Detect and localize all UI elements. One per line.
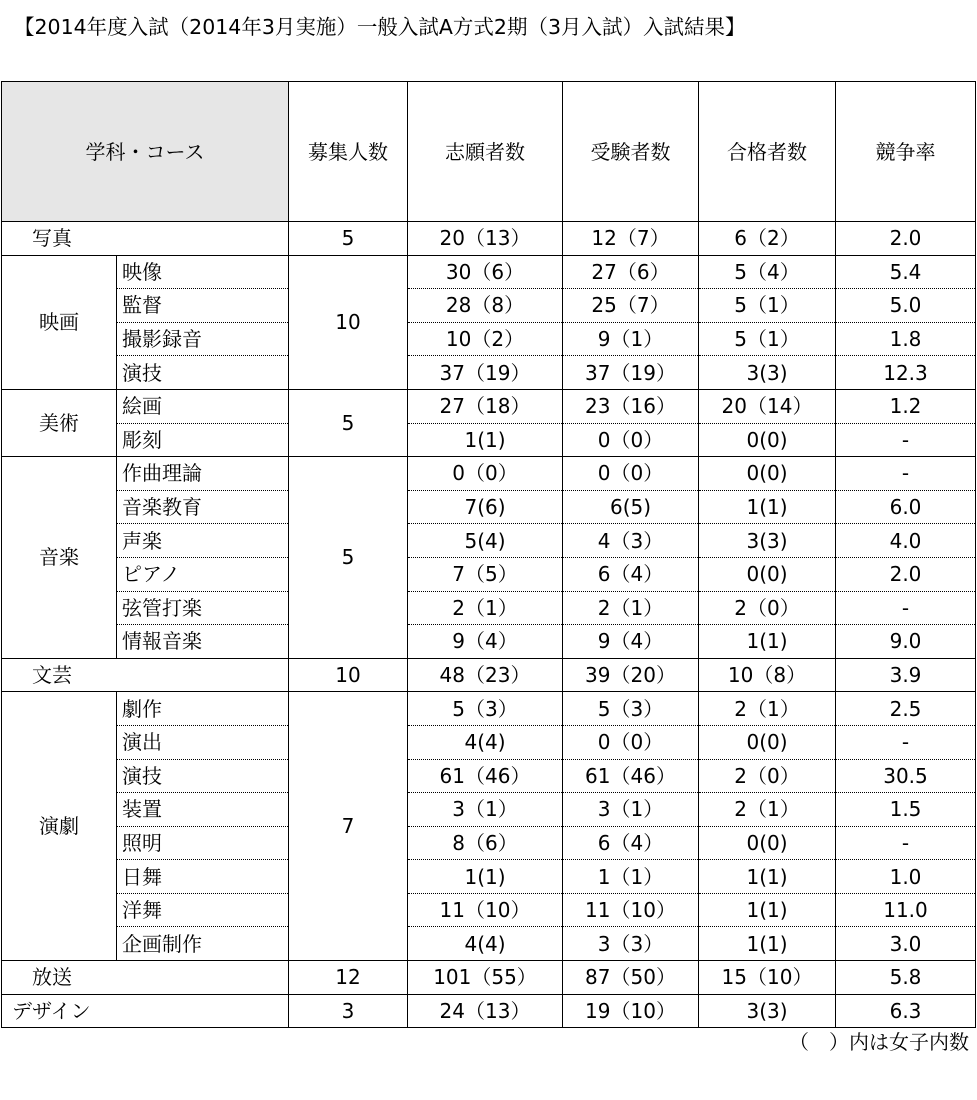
- table-row: [2, 591, 976, 625]
- header-examinees: 受験者数: [563, 82, 699, 222]
- course-cell: 演技: [117, 759, 289, 793]
- ratio-cell: 5.4: [836, 255, 976, 289]
- course-cell: 声楽: [117, 524, 289, 558]
- course-cell: 日舞: [117, 860, 289, 894]
- applicants-cell: 11（10）: [408, 893, 563, 927]
- passed-cell: 0(0): [699, 725, 836, 759]
- ratio-cell: -: [836, 457, 976, 491]
- passed-cell: 10（8）: [699, 658, 836, 692]
- ratio-cell: 4.0: [836, 524, 976, 558]
- ratio-cell: 30.5: [836, 759, 976, 793]
- dept-cell: 文芸: [2, 658, 289, 692]
- ratio-cell: 1.2: [836, 389, 976, 423]
- applicants-cell: 8（6）: [408, 826, 563, 860]
- examinees-cell: 2（1）: [563, 591, 699, 625]
- examinees-cell: 25（7）: [563, 289, 699, 323]
- table-row: [2, 860, 976, 894]
- ratio-cell: -: [836, 423, 976, 457]
- applicants-cell: 10（2）: [408, 322, 563, 356]
- examinees-cell: 6（4）: [563, 557, 699, 591]
- ratio-cell: 6.3: [836, 994, 976, 1028]
- applicants-cell: 1(1): [408, 860, 563, 894]
- applicants-cell: 28（8）: [408, 289, 563, 323]
- passed-cell: 0(0): [699, 457, 836, 491]
- applicants-cell: 3（1）: [408, 793, 563, 827]
- dept-cell: 写真: [2, 222, 289, 256]
- passed-cell: 2（0）: [699, 591, 836, 625]
- course-cell: 弦管打楽: [117, 591, 289, 625]
- table-row: [2, 692, 976, 726]
- examinees-cell: 23（16）: [563, 389, 699, 423]
- examinees-cell: 12（7）: [563, 222, 699, 256]
- ratio-cell: -: [836, 591, 976, 625]
- applicants-cell: 7(6): [408, 490, 563, 524]
- table-row: [2, 524, 976, 558]
- ratio-cell: 2.5: [836, 692, 976, 726]
- examinees-cell: 4（3）: [563, 524, 699, 558]
- examinees-cell: 37（19）: [563, 356, 699, 390]
- ratio-cell: 2.0: [836, 557, 976, 591]
- table-row: [2, 322, 976, 356]
- examinees-cell: 0（0）: [563, 725, 699, 759]
- applicants-cell: 1(1): [408, 423, 563, 457]
- ratio-cell: 2.0: [836, 222, 976, 256]
- examinees-cell: 3（1）: [563, 793, 699, 827]
- course-cell: 彫刻: [117, 423, 289, 457]
- ratio-cell: 3.0: [836, 927, 976, 961]
- table-row: [2, 457, 976, 491]
- passed-cell: 0(0): [699, 557, 836, 591]
- passed-cell: 1(1): [699, 893, 836, 927]
- header-ratio: 競争率: [836, 82, 976, 222]
- table-row: [2, 961, 976, 995]
- applicants-cell: 7（5）: [408, 557, 563, 591]
- quota-cell: 7: [289, 692, 408, 961]
- ratio-cell: 12.3: [836, 356, 976, 390]
- table-row: [2, 658, 976, 692]
- course-cell: 装置: [117, 793, 289, 827]
- course-cell: 映像: [117, 255, 289, 289]
- course-cell: 演技: [117, 356, 289, 390]
- examinees-cell: 39（20）: [563, 658, 699, 692]
- passed-cell: 15（10）: [699, 961, 836, 995]
- ratio-cell: -: [836, 725, 976, 759]
- ratio-cell: 11.0: [836, 893, 976, 927]
- table-row: [2, 222, 976, 256]
- table-row: [2, 927, 976, 961]
- examinees-cell: 3（3）: [563, 927, 699, 961]
- quota-cell: 5: [289, 222, 408, 256]
- examinees-cell: 5（3）: [563, 692, 699, 726]
- applicants-cell: 9（4）: [408, 625, 563, 659]
- course-cell: ピアノ: [117, 557, 289, 591]
- dept-cell: 美術: [2, 389, 117, 456]
- table-row: [2, 490, 976, 524]
- ratio-cell: 1.0: [836, 860, 976, 894]
- course-cell: 照明: [117, 826, 289, 860]
- ratio-cell: 5.0: [836, 289, 976, 323]
- applicants-cell: 48（23）: [408, 658, 563, 692]
- examinees-cell: 0（0）: [563, 457, 699, 491]
- quota-cell: 5: [289, 457, 408, 659]
- course-cell: 作曲理論: [117, 457, 289, 491]
- table-row: [2, 423, 976, 457]
- table-row: [2, 356, 976, 390]
- passed-cell: 2（1）: [699, 793, 836, 827]
- quota-cell: 3: [289, 994, 408, 1028]
- examinees-cell: 61（46）: [563, 759, 699, 793]
- applicants-cell: 2（1）: [408, 591, 563, 625]
- header-quota: 募集人数: [289, 82, 408, 222]
- examinees-cell: 9（4）: [563, 625, 699, 659]
- course-cell: 撮影録音: [117, 322, 289, 356]
- table-row: [2, 759, 976, 793]
- passed-cell: 1(1): [699, 625, 836, 659]
- course-cell: 演出: [117, 725, 289, 759]
- applicants-cell: 37（19）: [408, 356, 563, 390]
- examinees-cell: 9（1）: [563, 322, 699, 356]
- passed-cell: 5（4）: [699, 255, 836, 289]
- course-cell: 洋舞: [117, 893, 289, 927]
- course-cell: 音楽教育: [117, 490, 289, 524]
- results-table: [1, 81, 976, 1028]
- ratio-cell: 1.8: [836, 322, 976, 356]
- passed-cell: 0(0): [699, 423, 836, 457]
- passed-cell: 3(3): [699, 524, 836, 558]
- dept-cell: 演劇: [2, 692, 117, 961]
- passed-cell: 3(3): [699, 356, 836, 390]
- page-title: 【2014年度入試（2014年3月実施）一般入試A方式2期（3月入試）入試結果】: [14, 15, 746, 39]
- ratio-cell: -: [836, 826, 976, 860]
- quota-cell: 10: [289, 255, 408, 389]
- table-row: [2, 389, 976, 423]
- ratio-cell: 3.9: [836, 658, 976, 692]
- applicants-cell: 5（3）: [408, 692, 563, 726]
- examinees-cell: 87（50）: [563, 961, 699, 995]
- table-row: [2, 255, 976, 289]
- ratio-cell: 5.8: [836, 961, 976, 995]
- examinees-cell: 0（0）: [563, 423, 699, 457]
- header-applicants: 志願者数: [408, 82, 563, 222]
- applicants-cell: 4(4): [408, 927, 563, 961]
- applicants-cell: 27（18）: [408, 389, 563, 423]
- passed-cell: 6（2）: [699, 222, 836, 256]
- passed-cell: 0(0): [699, 826, 836, 860]
- course-cell: 情報音楽: [117, 625, 289, 659]
- applicants-cell: 4(4): [408, 725, 563, 759]
- examinees-cell: 19（10）: [563, 994, 699, 1028]
- table-row: [2, 625, 976, 659]
- examinees-cell: 6(5): [563, 490, 699, 524]
- header-passed: 合格者数: [699, 82, 836, 222]
- dept-cell: 音楽: [2, 457, 117, 659]
- course-cell: 監督: [117, 289, 289, 323]
- quota-cell: 10: [289, 658, 408, 692]
- examinees-cell: 11（10）: [563, 893, 699, 927]
- dept-cell: デザイン: [2, 994, 289, 1028]
- table-row: [2, 826, 976, 860]
- course-cell: 劇作: [117, 692, 289, 726]
- passed-cell: 20（14）: [699, 389, 836, 423]
- quota-cell: 12: [289, 961, 408, 995]
- table-row: [2, 289, 976, 323]
- ratio-cell: 1.5: [836, 793, 976, 827]
- passed-cell: 5（1）: [699, 289, 836, 323]
- passed-cell: 2（1）: [699, 692, 836, 726]
- applicants-cell: 5(4): [408, 524, 563, 558]
- dept-cell: 映画: [2, 255, 117, 389]
- examinees-cell: 1（1）: [563, 860, 699, 894]
- course-cell: 企画制作: [117, 927, 289, 961]
- applicants-cell: 0（0）: [408, 457, 563, 491]
- results-table-body: [2, 82, 976, 1028]
- table-header-row: [2, 82, 976, 222]
- passed-cell: 5（1）: [699, 322, 836, 356]
- passed-cell: 1(1): [699, 860, 836, 894]
- passed-cell: 2（0）: [699, 759, 836, 793]
- quota-cell: 5: [289, 389, 408, 456]
- passed-cell: 1(1): [699, 927, 836, 961]
- table-row: [2, 793, 976, 827]
- table-row: [2, 893, 976, 927]
- header-dept-course: 学科・コース: [2, 82, 289, 222]
- dept-cell: 放送: [2, 961, 289, 995]
- applicants-cell: 30（6）: [408, 255, 563, 289]
- passed-cell: 3(3): [699, 994, 836, 1028]
- ratio-cell: 6.0: [836, 490, 976, 524]
- table-row: [2, 725, 976, 759]
- passed-cell: 1(1): [699, 490, 836, 524]
- ratio-cell: 9.0: [836, 625, 976, 659]
- applicants-cell: 61（46）: [408, 759, 563, 793]
- applicants-cell: 101（55）: [408, 961, 563, 995]
- applicants-cell: 20（13）: [408, 222, 563, 256]
- table-row: [2, 994, 976, 1028]
- examinees-cell: 27（6）: [563, 255, 699, 289]
- applicants-cell: 24（13）: [408, 994, 563, 1028]
- examinees-cell: 6（4）: [563, 826, 699, 860]
- course-cell: 絵画: [117, 389, 289, 423]
- footnote: （ ）内は女子内数: [789, 1030, 969, 1054]
- table-row: [2, 557, 976, 591]
